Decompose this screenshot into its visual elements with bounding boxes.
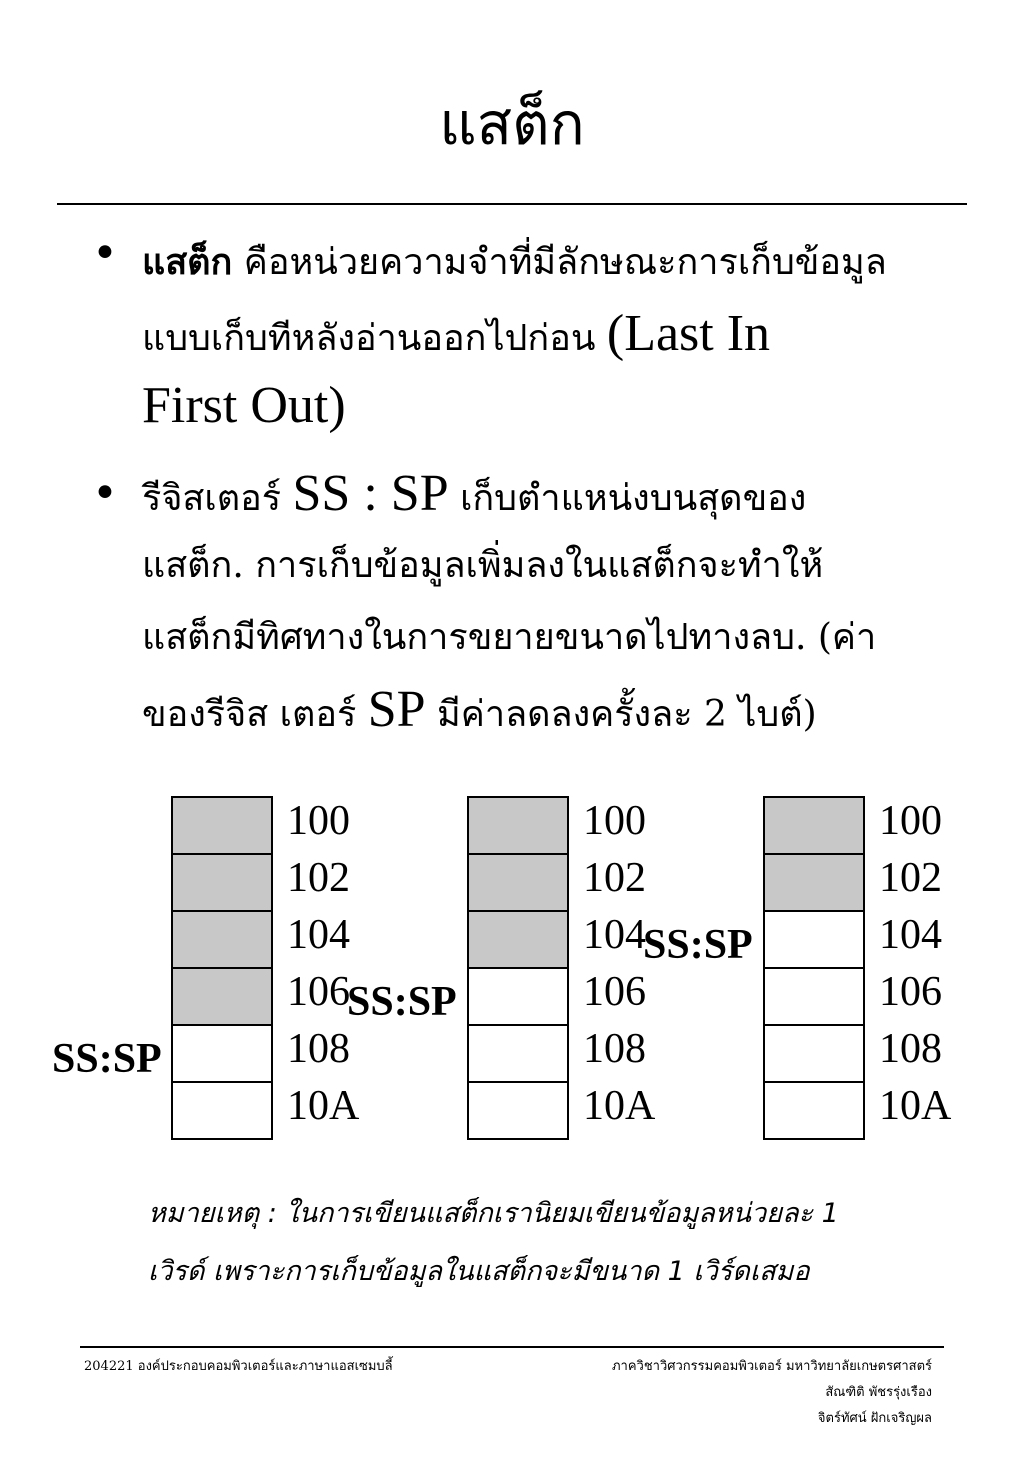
bullet-1-english-phrase-end: First Out) — [142, 377, 346, 434]
stack-cell-empty — [763, 967, 865, 1026]
footer-course: 204221 องค์ประกอบคอมพิวเตอร์และภาษาแอสเซมบลี้ — [84, 1359, 393, 1374]
address-label: 108 — [583, 1026, 646, 1072]
stack-pointer-label: SS:SP — [643, 922, 753, 968]
address-label: 102 — [583, 855, 646, 901]
address-label: 10A — [583, 1083, 656, 1129]
address-label: 102 — [879, 855, 942, 901]
stack-cell-empty — [763, 1081, 865, 1140]
bullet-2-line-1 — [142, 458, 942, 530]
address-label: 10A — [879, 1083, 952, 1129]
bullet-2-line-2: แสต็ก. การเก็บข้อมูลเพิ่มลงในแสต็กจะทำให้ — [142, 545, 824, 586]
register-sp: SP — [367, 681, 426, 738]
stack-cell-filled — [763, 853, 865, 912]
register-ss-sp: SS : SP — [292, 465, 449, 522]
address-label: 104 — [583, 912, 646, 958]
address-label: 100 — [287, 798, 350, 844]
address-label: 104 — [287, 912, 350, 958]
stack-cell-empty — [467, 1081, 569, 1140]
bullet-2-line-4-rest: มีค่าลดลงครั้งละ 2 ไบต์) — [425, 694, 817, 735]
address-label: 104 — [879, 912, 942, 958]
stack-cell-filled — [171, 967, 273, 1026]
note-line-1: หมายเหตุ : ในการเขียนแสต็กเรานิยมเขียนข้อมูลหน่วยละ 1 — [148, 1198, 839, 1229]
page-title: แสต็ก — [439, 90, 585, 158]
bullet-1-line-2 — [142, 298, 942, 370]
bullet-1-line-1 — [142, 226, 942, 298]
address-label: 100 — [583, 798, 646, 844]
stack-cell-filled — [171, 796, 273, 855]
bullet-1-line-3 — [142, 370, 942, 442]
address-label: 106 — [583, 969, 646, 1015]
title-divider — [57, 203, 967, 205]
footer-divider — [80, 1346, 944, 1348]
bullet-icon: • — [92, 228, 118, 279]
bullet-1-definition: คือหน่วยความจำที่มีลักษณะการเก็บข้อมูล — [232, 242, 887, 283]
term-stack: แสต็ก — [142, 241, 233, 283]
address-label: 102 — [287, 855, 350, 901]
stack-cell-empty — [763, 1024, 865, 1083]
footer-credits — [612, 1354, 932, 1432]
stack-cell-filled — [467, 853, 569, 912]
note-line-2: เวิรด์ เพราะการเก็บข้อมูลในแสต็กจะมีขนาด 1 เวิร์ดเสมอ — [148, 1256, 810, 1287]
bullet-2-line-3: แสต็กมีทิศทางในการขยายขนาดไปทางลบ. (ค่า — [142, 617, 877, 658]
stack-cell-filled — [171, 910, 273, 969]
bullet-1-text — [142, 226, 942, 442]
stack-cell-empty — [763, 910, 865, 969]
bullet-2-line-4 — [142, 674, 942, 746]
footer-author-2: จิตร์ทัศน์ ฝักเจริญผล — [817, 1411, 932, 1426]
bullet-2-line-1-rest: เก็บตำแหน่งบนสุดของ — [448, 478, 807, 519]
stack-cell-empty — [171, 1024, 273, 1083]
address-label: 108 — [287, 1026, 350, 1072]
stack-cell-empty — [171, 1081, 273, 1140]
stack-cell-filled — [171, 853, 273, 912]
stack-cell-filled — [467, 910, 569, 969]
bullet-icon: • — [92, 468, 118, 519]
stack-cell-empty — [467, 1024, 569, 1083]
bullet-2-register-word: รีจิสเตอร์ — [142, 478, 293, 519]
address-label: 108 — [879, 1026, 942, 1072]
bullet-2-line-4-pre: ของรีจิส เตอร์ — [142, 694, 368, 735]
stack-pointer-label: SS:SP — [52, 1036, 162, 1082]
note — [148, 1185, 908, 1301]
stack-cell-filled — [467, 796, 569, 855]
address-label: 106 — [879, 969, 942, 1015]
bullet-2-text — [142, 458, 942, 746]
address-label: 100 — [879, 798, 942, 844]
bullet-1-english-phrase: (Last In — [606, 305, 771, 362]
stack-pointer-label: SS:SP — [347, 979, 457, 1025]
address-label: 106 — [287, 969, 350, 1015]
stack-cell-empty — [467, 967, 569, 1026]
footer-department: ภาควิชาวิศวกรรมคอมพิวเตอร์ มหาวิทยาลัยเกษตรศาสตร์ — [611, 1359, 932, 1374]
footer-author-1: สัณฑิติ พัชรรุ่งเรือง — [825, 1385, 932, 1400]
address-label: 10A — [287, 1083, 360, 1129]
bullet-1-thai-phrase: แบบเก็บทีหลังอ่านออกไปก่อน — [142, 318, 607, 359]
stack-cell-filled — [763, 796, 865, 855]
